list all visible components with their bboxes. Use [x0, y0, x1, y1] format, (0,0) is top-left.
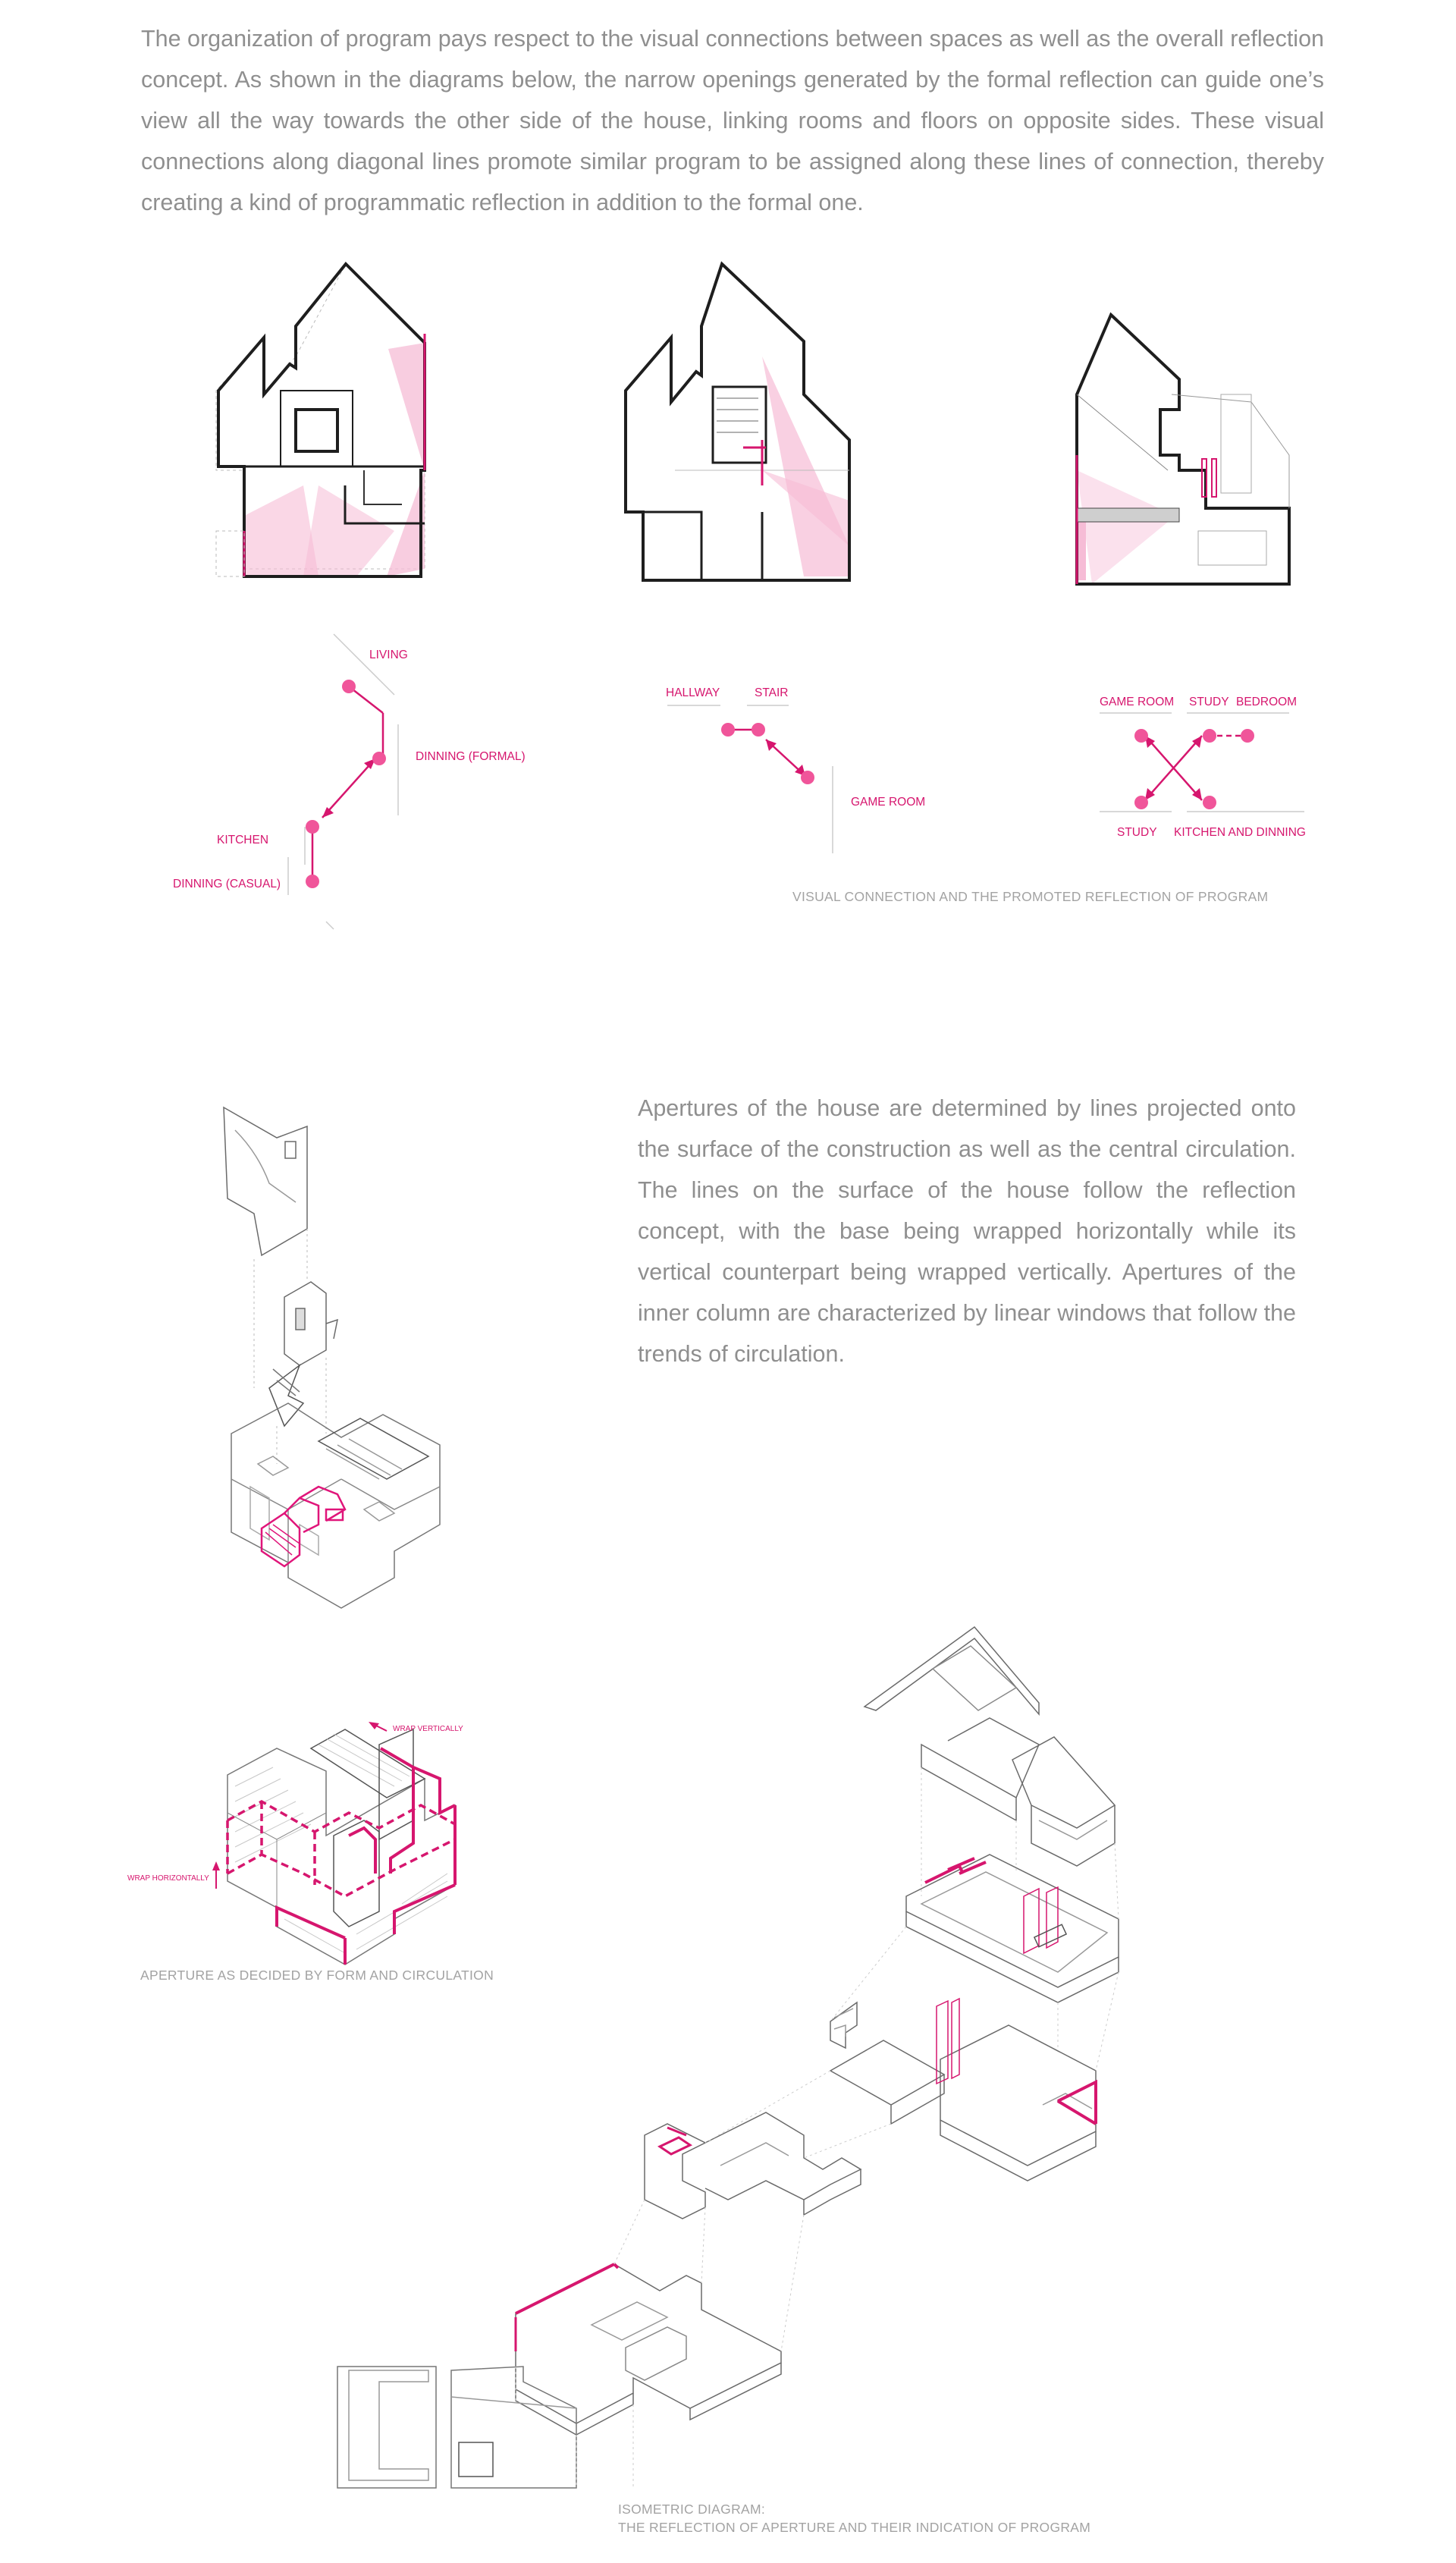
label-dinning-formal: DINNING (FORMAL) — [416, 750, 526, 763]
floor-plan-3 — [1075, 315, 1289, 584]
floor-plan-2 — [626, 264, 849, 580]
label-living: LIVING — [369, 649, 408, 661]
isometric-exploded-diagram — [337, 1627, 1119, 2488]
caption-isometric — [618, 2500, 1090, 2536]
label-game-room: GAME ROOM — [851, 796, 926, 809]
aperture-paragraph: Apertures of the house are determined by lines projected onto the surface of the construction as well as the central circulation. The lines on the surface of the house follow the reflection concept, with the base being wrapped horizontally while its vertical counterpart being wrapped vertically. Apertures of the inner column are characterized by linear windows that follow the trends of circulation. — [638, 1095, 1296, 1367]
caption-aperture: APERTURE AS DECIDED BY FORM AND CIRCULATION — [140, 1968, 494, 1983]
exploded-axonometric — [224, 1107, 440, 1608]
label-game-room-3: GAME ROOM — [1100, 696, 1175, 708]
label-kitchen-dinning: KITCHEN AND DINNING — [1174, 826, 1306, 839]
program-diagram-2 — [667, 705, 833, 853]
label-study-bottom: STUDY — [1117, 826, 1157, 839]
caption-isometric-line1: ISOMETRIC DIAGRAM: — [618, 2502, 766, 2517]
label-bedroom: BEDROOM — [1236, 696, 1298, 708]
program-diagram-1 — [288, 634, 398, 929]
label-hallway: HALLWAY — [666, 686, 720, 699]
floor-plan-1 — [216, 264, 425, 576]
label-stair: STAIR — [755, 686, 789, 699]
label-wrap-horizontally: WRAP HORIZONTALLY — [127, 1874, 209, 1883]
caption-isometric-line2: THE REFLECTION OF APERTURE AND THEIR INDICATION OF PROGRAM — [618, 2520, 1091, 2535]
label-wrap-vertically: WRAP VERTICALLY — [393, 1725, 463, 1733]
intro-paragraph: The organization of program pays respect to the visual connections between spaces as well as the overall reflection concept. As shown in the diagrams below, the narrow openings generated by the formal reflection can guide one’s view all the way towards the other side of the house, linking rooms and floors on opposite sides. These visual connections along diagonal lines promote similar program to be assigned along these lines of connection, thereby creating a kind of programmatic reflection in addition to the formal one. — [141, 26, 1324, 215]
label-study-top: STUDY — [1189, 696, 1229, 708]
caption-visual-connection: VISUAL CONNECTION AND THE PROMOTED REFLECTION OF PROGRAM — [792, 889, 1269, 904]
label-kitchen: KITCHEN — [217, 834, 269, 846]
program-diagram-3 — [1100, 713, 1304, 812]
label-dinning-casual: DINNING (CASUAL) — [173, 878, 281, 890]
aperture-axonometric — [212, 1722, 455, 1965]
